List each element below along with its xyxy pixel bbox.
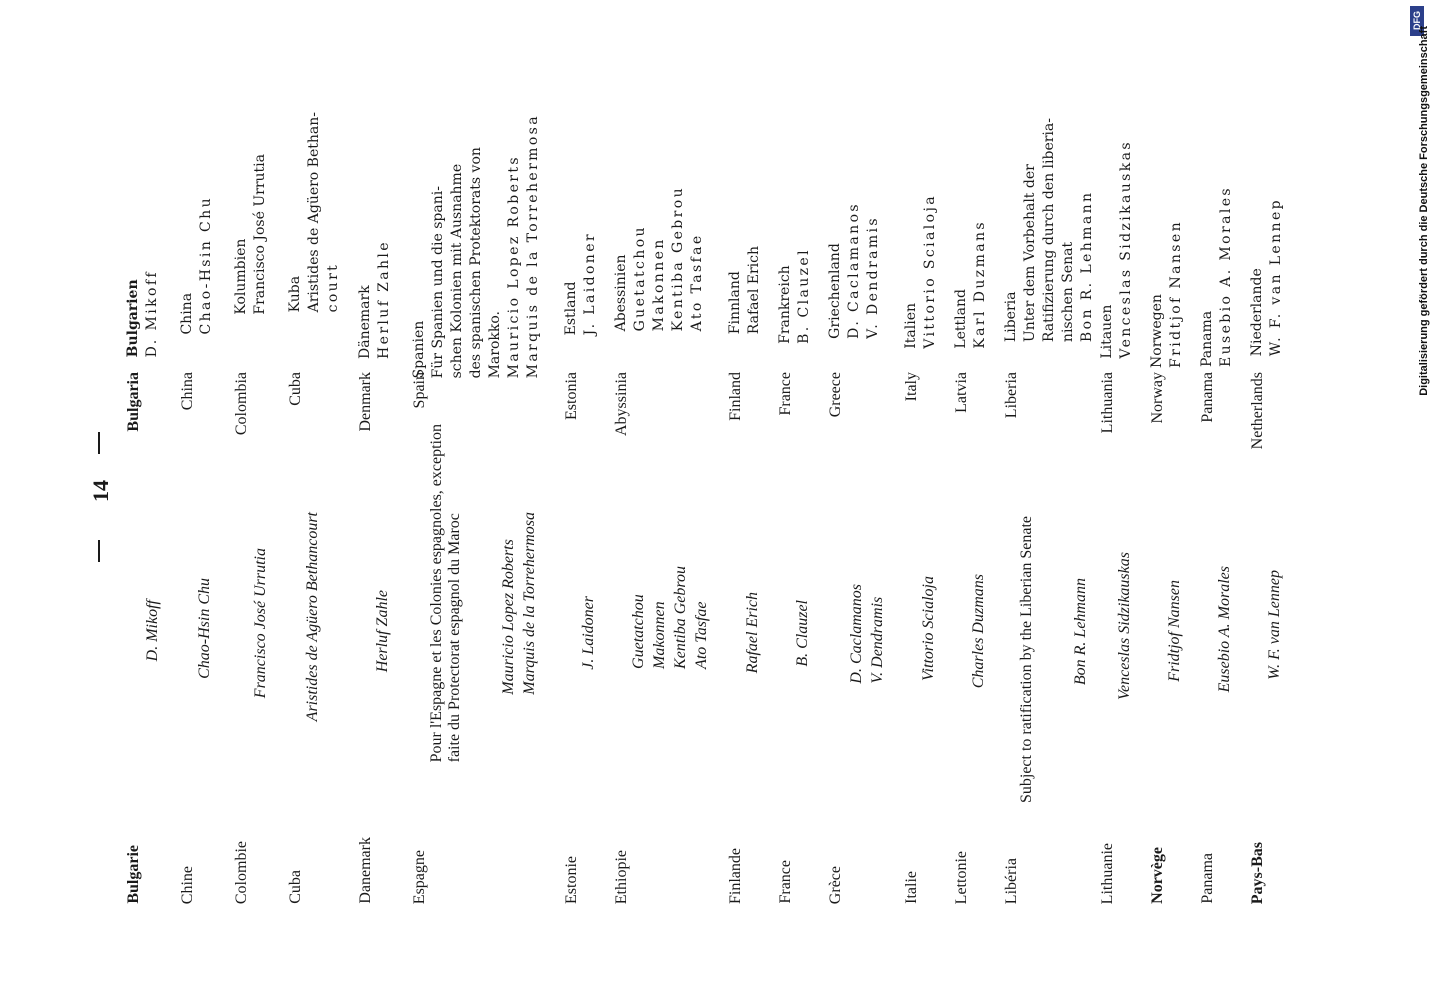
de-entry-liberia: Liberia Unter dem Vorbehalt der Ratifizierung durch den liberia- nischen Senat Bon R. Lehmann — [1003, 118, 1095, 343]
en-country-colombia: Colombia — [233, 372, 250, 436]
dash-top — [98, 432, 100, 454]
de-entry-frankreich: Frankreich B. Clauzel — [777, 248, 812, 344]
de-entry-lettland: Lettland Karl Duzmans — [953, 220, 988, 349]
fr-country-france: France — [777, 860, 794, 904]
fr-country-chine: Chine — [179, 865, 196, 904]
de-entry-abessinien: Abessinien Guetatchou Makonnen Kentiba Gebrou Ato Tasfae — [613, 186, 705, 332]
signatory-finlande: Rafael Erich — [744, 592, 761, 674]
signatory-chine: Chao-Hsin Chu — [196, 578, 213, 679]
de-entry-litauen: Litauen Venceslas Sidzikauskas — [1099, 140, 1134, 359]
signatory-danemark: Herluf Zahle — [374, 590, 391, 673]
de-entry-panama: Panama Eusebio A. Morales — [1199, 186, 1234, 367]
en-country-cuba: Cuba — [287, 372, 304, 406]
fr-country-cuba: Cuba — [287, 870, 304, 904]
dash-bottom — [98, 540, 100, 562]
de-entry-daenemark: Dänemark Herluf Zahle — [357, 240, 392, 359]
fr-country-finlande: Finlande — [727, 848, 744, 904]
en-country-abyssinia: Abyssinia — [613, 372, 630, 436]
fr-country-liberia: Libéria — [1003, 857, 1020, 904]
fr-country-bulgarie: Bulgarie — [125, 845, 142, 904]
signatory-estonie: J. Laidoner — [580, 596, 597, 670]
signatory-panama: Eusebio A. Morales — [1216, 566, 1233, 693]
signatory-grece: D. Caclamanos V. Dendramis — [848, 584, 886, 684]
signatory-colombie: Francisco José Urrutia — [252, 548, 269, 699]
en-country-spain: Spain — [411, 372, 428, 409]
en-country-france: France — [777, 372, 794, 416]
signatory-espagne: Mauricio Lopez Roberts Marquis de la Torrehermosa — [500, 512, 538, 695]
fr-country-pays-bas: Pays-Bas — [1249, 841, 1266, 904]
reservation-liberia: Subject to ratification by the Liberian Senate — [1018, 516, 1035, 804]
fr-country-ethiopie: Ethiopie — [613, 849, 630, 904]
fr-country-lettonie: Lettonie — [953, 850, 970, 904]
en-country-finland: Finland — [727, 372, 744, 421]
digitization-credit — [1404, 6, 1430, 426]
en-country-denmark: Denmark — [357, 372, 374, 432]
signatory-norvege: Fridtjof Nansen — [1166, 580, 1183, 682]
fr-country-panama: Panama — [1199, 853, 1216, 904]
de-entry-niederlande: Niederlande W. F. van Lennep — [1249, 198, 1284, 357]
fr-country-espagne: Espagne — [411, 849, 428, 904]
signatory-pays-bas: W. F. van Lennep — [1266, 570, 1283, 680]
en-country-latvia: Latvia — [953, 372, 970, 413]
en-country-greece: Greece — [827, 372, 844, 418]
signatory-italie: Vittorio Scialoja — [920, 576, 937, 682]
fr-country-norvege: Norvège — [1149, 847, 1166, 904]
de-entry-griechenland: Griechenland D. Caclamanos V. Dendramis — [827, 202, 881, 339]
en-country-italy: Italy — [903, 372, 920, 402]
en-country-netherlands: Netherlands — [1249, 372, 1266, 450]
en-country-liberia: Liberia — [1003, 372, 1020, 419]
fr-country-lithuanie: Lithuanie — [1099, 842, 1116, 904]
en-country-norway: Norway — [1149, 372, 1166, 424]
de-entry-norwegen: Norwegen Fridtjof Nansen — [1149, 220, 1184, 368]
signatory-lettonie: Charles Duzmans — [970, 574, 987, 689]
signatory-cuba: Aristides de Agüero Bethancourt — [304, 512, 321, 722]
de-entry-finnland: Finnland Rafael Erich — [727, 246, 762, 335]
fr-country-italie: Italie — [903, 871, 920, 904]
en-country-lithuania: Lithuania — [1099, 372, 1116, 434]
en-country-china: China — [179, 372, 196, 411]
reservation-espagne: Pour l'Espagne et les Colonies espagnoles, exception faite du Protectorat espagnol du Maroc — [428, 424, 463, 763]
de-entry-spanien: Spanien Für Spanien und die spani- schen Kolonien mit Ausnahme des spanischen Protektorats von Marokko. Mauricio Lopez Roberts Marquis de la Torrehermosa — [411, 114, 541, 379]
de-entry-kuba: Kuba Aristides de Agüero Bethan- court — [287, 112, 341, 313]
signatory-lithuanie: Venceslas Sidzikauskas — [1116, 552, 1133, 700]
de-entry-italien: Italien Vittorio Scialoja — [903, 194, 938, 349]
de-entry-bulgarien: Bulgarien D. Mikoff — [125, 270, 160, 358]
dfg-logo-icon: DFG — [1410, 6, 1424, 36]
signatory-bulgarie: D. Mikoff — [144, 600, 161, 662]
signatory-france: B. Clauzel — [794, 600, 811, 667]
de-entry-china: China Chao-Hsin Chu — [179, 196, 214, 335]
de-entry-estland: Estland J. Laidoner — [563, 232, 598, 336]
de-entry-kolumbien: Kolumbien Francisco José Urrutia — [233, 154, 268, 315]
fr-country-estonie: Estonie — [563, 856, 580, 904]
fr-country-grece: Grèce — [827, 865, 844, 904]
signatory-liberia: Bon R. Lehmann — [1072, 578, 1089, 686]
fr-country-colombie: Colombie — [233, 840, 250, 904]
page-number-text: 14 — [88, 480, 113, 502]
en-country-panama: Panama — [1199, 372, 1216, 423]
credit-text: Digitalisierung gefördert durch die Deutsche Forschungsgemeinschaft — [1418, 26, 1430, 396]
en-country-bulgaria: Bulgaria — [125, 372, 142, 432]
page-number — [80, 420, 120, 580]
fr-country-danemark: Danemark — [357, 837, 374, 904]
en-country-estonia: Estonia — [563, 372, 580, 420]
signatory-ethiopie: Guetatchou Makonnen Kentiba Gebrou Ato Tasfae — [630, 566, 710, 669]
